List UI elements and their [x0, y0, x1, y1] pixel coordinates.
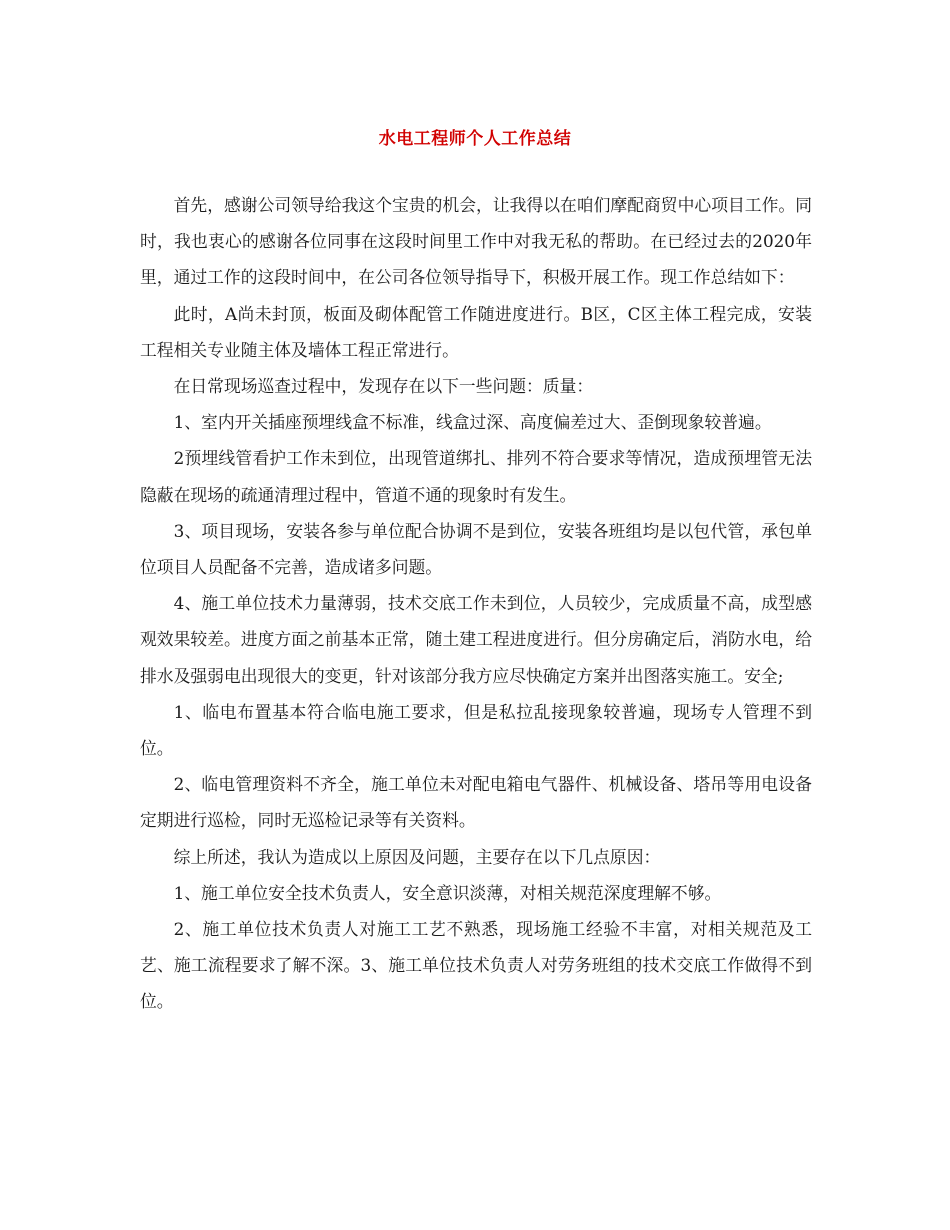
paragraph-quality-4: 4、施工单位技术力量薄弱，技术交底工作未到位，人员较少，完成质量不高，成型感观效果较差。进度方面之前基本正常，随土建工程进度进行。但分房确定后，消防水电，给排水及强弱电出现很大的变更，针对该部分我方应尽快确定方案并出图落实施工。安全; — [140, 593, 812, 686]
paragraph-quality-2: 2预埋线管看护工作未到位，出现管道绑扎、排列不符合要求等情况，造成预埋管无法隐蔽在现场的疏通清理过程中，管道不通的现象时有发生。 — [140, 448, 812, 505]
paragraph-quality-3: 3、项目现场，安装各参与单位配合协调不是到位，安装各班组均是以包代管，承包单位项目人员配备不完善，造成诸多问题。 — [140, 520, 812, 578]
paragraph-cause-2: 2、施工单位技术负责人对施工工艺不熟悉，现场施工经验不丰富，对相关规范及工艺、施工流程要求了解不深。3、施工单位技术负责人对劳务班组的技术交底工作做得不到位。 — [140, 919, 812, 1012]
document-title: 水电工程师个人工作总结 — [378, 129, 572, 149]
paragraph-safety-1: 1、临电布置基本符合临电施工要求，但是私拉乱接现象较普遍，现场专人管理不到位。 — [140, 701, 812, 759]
paragraph-cause-1: 1、施工单位安全技术负责人，安全意识淡薄，对相关规范深度理解不够。 — [173, 882, 722, 903]
paragraph-summary: 综上所述，我认为造成以上原因及问题，主要存在以下几点原因： — [173, 846, 661, 867]
paragraph-issues-heading: 在日常现场巡查过程中，发现存在以下一些问题：质量： — [173, 376, 594, 397]
paragraph-quality-1: 1、室内开关插座预埋线盒不标准，线盒过深、高度偏差过大、歪倒现象较普遍。 — [173, 412, 772, 433]
paragraph-safety-2: 2、临电管理资料不齐全，施工单位未对配电箱电气器件、机械设备、塔吊等用电设备定期进行巡检，同时无巡检记录等有关资料。 — [140, 774, 812, 831]
document-body — [140, 187, 812, 1020]
paragraph-intro: 首先，感谢公司领导给我这个宝贵的机会，让我得以在咱们摩配商贸中心项目工作。同时，我也衷心的感谢各位同事在这段时间里工作中对我无私的帮助。在已经过去的2020年里，通过工作的这段时间中，在公司各位领导指导下，积极开展工作。现工作总结如下： — [140, 195, 812, 288]
paragraph-status: 此时，A尚未封顶，板面及砌体配管工作随进度进行。B区，C区主体工程完成，安装工程相关专业随主体及墙体工程正常进行。 — [140, 303, 812, 360]
